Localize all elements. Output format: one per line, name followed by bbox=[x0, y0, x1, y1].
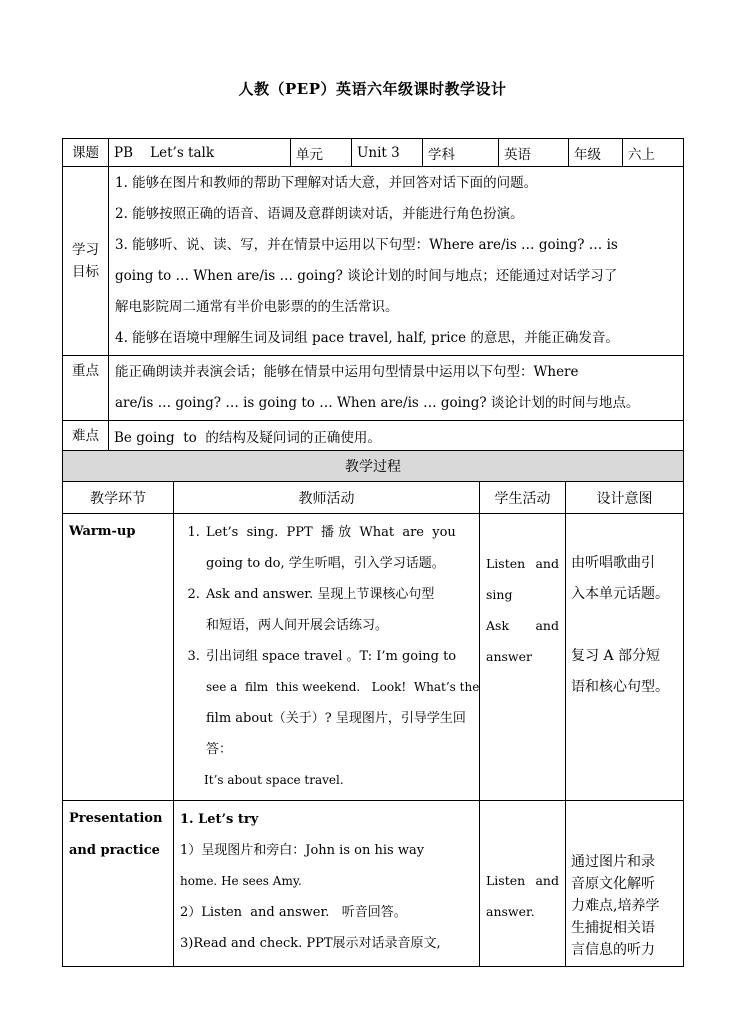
presentation-student-activity bbox=[480, 801, 566, 967]
section-title: 教学过程 bbox=[63, 451, 684, 482]
warmup-design-intent bbox=[566, 514, 684, 801]
activity-line: home. He sees Amy. bbox=[180, 874, 302, 888]
student-line: sing bbox=[486, 587, 513, 602]
activity-line: It’s about space travel. bbox=[204, 773, 344, 787]
student-line: Listen and bbox=[486, 556, 559, 571]
student-line: answer. bbox=[486, 904, 535, 919]
warmup-teacher-activity bbox=[174, 514, 480, 801]
key-points-row bbox=[63, 356, 684, 421]
key-points-label: 重点 bbox=[63, 356, 109, 421]
section-row bbox=[63, 451, 684, 482]
presentation-stage: Presentation and practice bbox=[63, 801, 174, 967]
header-design: 设计意图 bbox=[566, 482, 684, 514]
activity-line: 答： bbox=[206, 742, 233, 757]
key-points-line: are/is … going? … is going to … When are/is … going? 谈论计划的时间与地点。 bbox=[115, 395, 640, 411]
warmup-stage: Warm-up bbox=[63, 514, 174, 801]
header-teacher: 教师活动 bbox=[174, 482, 480, 514]
difficulty-row bbox=[63, 421, 684, 451]
design-line: 言信息的听力 bbox=[571, 942, 655, 958]
teaching-process-table bbox=[62, 450, 684, 967]
activity-line: see a film this weekend. Look! What’s the bbox=[206, 680, 480, 694]
topic-value: PB Let’s talk bbox=[109, 139, 291, 167]
activity-line: film about（关于）? 呈现图片，引导学生回 bbox=[206, 711, 466, 726]
objective-item: 2. 能够按照正确的语音、语调及意群朗读对话，并能进行角色扮演。 bbox=[115, 206, 524, 222]
lesson-info-table bbox=[62, 138, 684, 451]
key-points-text bbox=[109, 356, 684, 421]
grade-label: 年级 bbox=[569, 139, 623, 167]
activity-line: 3)Read and check. PPT展示对话录音原文, bbox=[180, 936, 441, 951]
presentation-teacher-activity bbox=[174, 801, 480, 967]
design-line: 通过图片和录 bbox=[571, 854, 655, 870]
activity-line: 和短语，两人间开展会话练习。 bbox=[206, 618, 389, 633]
key-points-line: 能正确朗读并表演会话；能够在情景中运用句型情景中运用以下句型：Where bbox=[115, 364, 579, 380]
subject-label: 学科 bbox=[423, 139, 499, 167]
objective-item: going to … When are/is … going? 谈论计划的时间与地点；还能通过对话学习了 bbox=[115, 268, 618, 284]
grade-value: 六上 bbox=[623, 139, 684, 167]
warmup-student-activity bbox=[480, 514, 566, 801]
activity-line: 2）Listen and answer. 听音回答。 bbox=[180, 905, 407, 920]
objective-item: 1. 能够在图片和教师的帮助下理解对话大意，并回答对话下面的问题。 bbox=[115, 175, 538, 191]
objective-item: 解电影院周二通常有半价电影票的的生活常识。 bbox=[115, 299, 399, 315]
design-line: 入本单元话题。 bbox=[571, 586, 669, 602]
activity-line: 3. 引出词组 space travel 。T: I’m going to bbox=[206, 649, 457, 664]
student-line: Listen and bbox=[486, 873, 559, 888]
activity-line: 2. Ask and answer. 呈现上节课核心句型 bbox=[206, 587, 435, 602]
design-line: 音原文化解听 bbox=[571, 876, 655, 892]
activity-line: 1. Let’s sing. PPT 播 放 What are you bbox=[206, 525, 456, 540]
objectives-label: 学习目标 bbox=[63, 167, 109, 356]
activity-line: 1. Let’s try bbox=[180, 812, 259, 827]
activity-line: going to do, 学生听唱，引入学习话题。 bbox=[206, 556, 445, 571]
objective-item: 4. 能够在语境中理解生词及词组 pace travel, half, price 的意思，并能正确发音。 bbox=[115, 330, 619, 346]
difficulty-label: 难点 bbox=[63, 421, 109, 451]
design-line: 力难点,培养学 bbox=[571, 898, 660, 914]
topic-label: 课题 bbox=[63, 139, 109, 167]
design-line: 生捕捉相关语 bbox=[571, 920, 655, 936]
student-line: answer bbox=[486, 649, 532, 664]
unit-label: 单元 bbox=[291, 139, 352, 167]
objectives-row bbox=[63, 167, 684, 356]
objective-item: 3. 能够听、说、读、写，并在情景中运用以下句型：Where are/is … going? … is bbox=[115, 237, 618, 253]
presentation-design-intent bbox=[566, 801, 684, 967]
presentation-row bbox=[63, 801, 684, 967]
design-line: 语和核心句型。 bbox=[571, 679, 669, 695]
design-line: 由听唱歌曲引 bbox=[571, 555, 655, 571]
header-student: 学生活动 bbox=[480, 482, 566, 514]
warmup-row bbox=[63, 514, 684, 801]
design-line: 复习 A 部分短 bbox=[571, 648, 661, 664]
activity-line: 1）呈现图片和旁白：John is on his way bbox=[180, 843, 425, 858]
student-line: Ask and bbox=[486, 618, 559, 633]
activity-item bbox=[204, 641, 480, 796]
difficulty-text: Be going to 的结构及疑问词的正确使用。 bbox=[109, 421, 684, 451]
activity-item bbox=[204, 579, 471, 641]
subject-value: 英语 bbox=[499, 139, 569, 167]
unit-value: Unit 3 bbox=[352, 139, 423, 167]
objectives-list bbox=[109, 167, 684, 356]
header-stage: 教学环节 bbox=[63, 482, 174, 514]
info-row bbox=[63, 139, 684, 167]
page-title: 人教（PEP）英语六年级课时教学设计 bbox=[238, 80, 507, 98]
header-row bbox=[63, 482, 684, 514]
activity-item bbox=[204, 517, 471, 579]
